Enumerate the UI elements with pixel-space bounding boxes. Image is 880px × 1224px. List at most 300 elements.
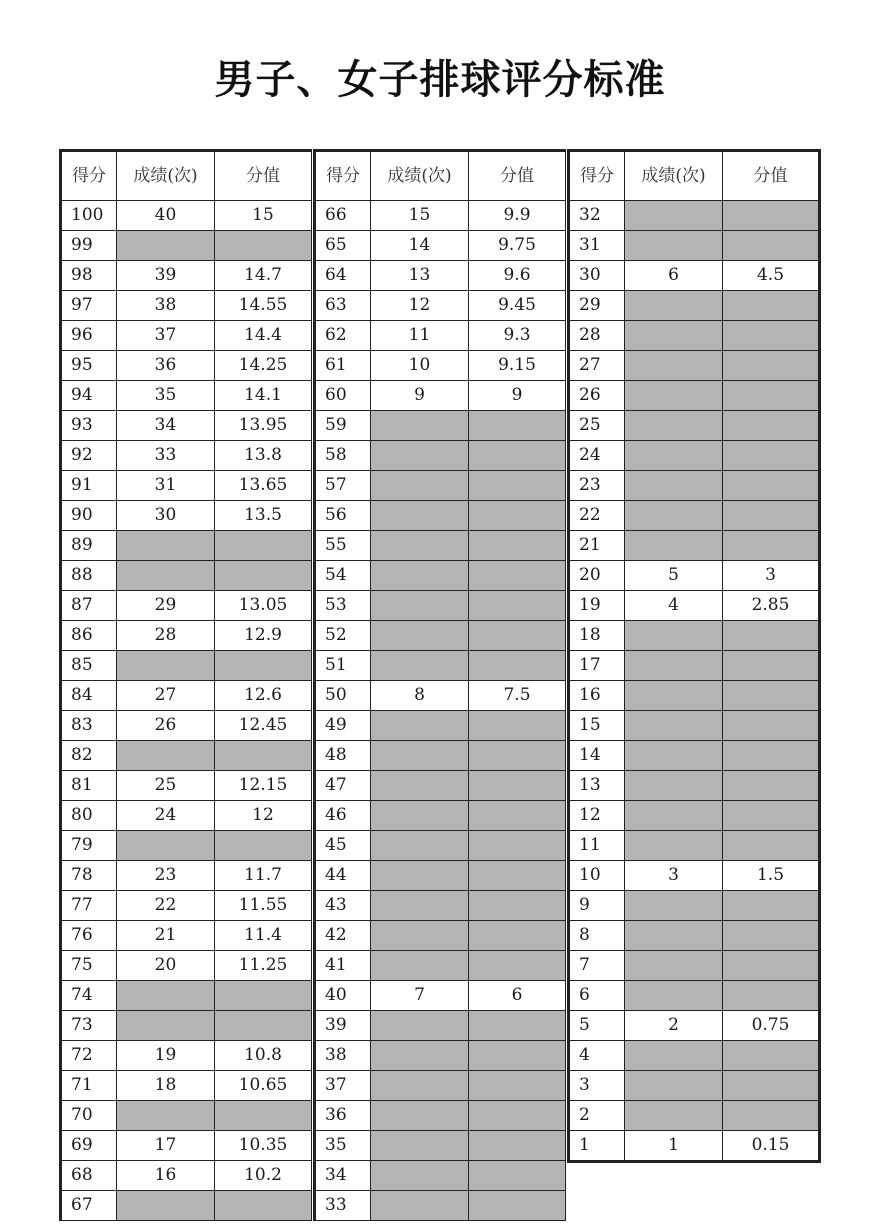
value-cell: 14.7 <box>215 261 312 291</box>
result-cell <box>371 801 469 831</box>
result-cell <box>117 981 215 1011</box>
table-row <box>569 711 820 741</box>
value-cell <box>215 831 312 861</box>
table-row <box>61 591 312 621</box>
table-row <box>61 231 312 261</box>
table-row <box>315 471 566 501</box>
score-cell: 26 <box>569 381 625 411</box>
result-cell: 12 <box>371 291 469 321</box>
score-cell: 100 <box>61 201 117 231</box>
score-cell: 1 <box>569 1131 625 1162</box>
table-row <box>315 1161 566 1191</box>
score-cell: 24 <box>569 441 625 471</box>
table-row <box>569 1131 820 1162</box>
value-cell <box>469 891 566 921</box>
value-cell <box>723 1101 820 1131</box>
score-cell: 29 <box>569 291 625 321</box>
value-cell <box>723 981 820 1011</box>
table-row <box>61 741 312 771</box>
value-cell <box>723 381 820 411</box>
result-cell <box>625 471 723 501</box>
score-cell: 97 <box>61 291 117 321</box>
score-cell: 66 <box>315 201 371 231</box>
value-cell <box>723 441 820 471</box>
table-row <box>569 441 820 471</box>
result-cell: 11 <box>371 321 469 351</box>
result-cell: 21 <box>117 921 215 951</box>
result-cell <box>371 651 469 681</box>
score-cell: 83 <box>61 711 117 741</box>
result-cell: 23 <box>117 861 215 891</box>
value-cell <box>723 1071 820 1101</box>
value-cell: 9.45 <box>469 291 566 321</box>
score-cell: 56 <box>315 501 371 531</box>
table-row <box>569 1071 820 1101</box>
score-cell: 73 <box>61 1011 117 1041</box>
score-cell: 38 <box>315 1041 371 1071</box>
table-row <box>315 261 566 291</box>
value-cell <box>215 561 312 591</box>
table-row <box>315 1041 566 1071</box>
score-cell: 50 <box>315 681 371 711</box>
score-cell: 17 <box>569 651 625 681</box>
score-cell: 87 <box>61 591 117 621</box>
result-cell <box>371 711 469 741</box>
table-row <box>61 531 312 561</box>
score-cell: 90 <box>61 501 117 531</box>
score-cell: 48 <box>315 741 371 771</box>
table-row <box>61 411 312 441</box>
score-cell: 46 <box>315 801 371 831</box>
score-cell: 78 <box>61 861 117 891</box>
table-row <box>569 261 820 291</box>
value-cell: 0.75 <box>723 1011 820 1041</box>
value-cell: 0.15 <box>723 1131 820 1162</box>
table-row <box>61 201 312 231</box>
score-cell: 72 <box>61 1041 117 1071</box>
score-cell: 14 <box>569 741 625 771</box>
value-cell <box>723 741 820 771</box>
value-cell: 9.15 <box>469 351 566 381</box>
value-cell <box>723 921 820 951</box>
value-cell: 2.85 <box>723 591 820 621</box>
value-cell <box>723 471 820 501</box>
table-row <box>315 591 566 621</box>
result-cell: 35 <box>117 381 215 411</box>
result-cell: 8 <box>371 681 469 711</box>
score-cell: 21 <box>569 531 625 561</box>
value-cell <box>723 1041 820 1071</box>
score-cell: 82 <box>61 741 117 771</box>
score-cell: 94 <box>61 381 117 411</box>
score-cell: 61 <box>315 351 371 381</box>
result-cell: 27 <box>117 681 215 711</box>
result-cell <box>117 741 215 771</box>
result-cell <box>371 831 469 861</box>
table-row <box>61 831 312 861</box>
score-cell: 33 <box>315 1191 371 1221</box>
score-cell: 57 <box>315 471 371 501</box>
score-cell: 53 <box>315 591 371 621</box>
score-cell: 63 <box>315 291 371 321</box>
result-cell: 25 <box>117 771 215 801</box>
table-row <box>315 501 566 531</box>
result-cell <box>371 1101 469 1131</box>
result-cell <box>625 1101 723 1131</box>
score-cell: 67 <box>61 1191 117 1221</box>
result-cell: 17 <box>117 1131 215 1161</box>
result-cell <box>371 621 469 651</box>
table-row <box>61 891 312 921</box>
value-cell <box>723 351 820 381</box>
table-row <box>61 321 312 351</box>
value-cell: 11.4 <box>215 921 312 951</box>
table-row <box>61 921 312 951</box>
table-row <box>569 591 820 621</box>
table-row <box>315 201 566 231</box>
result-cell: 13 <box>371 261 469 291</box>
table-row <box>315 711 566 741</box>
value-cell <box>723 231 820 261</box>
table-row <box>569 681 820 711</box>
result-cell <box>625 321 723 351</box>
result-cell: 37 <box>117 321 215 351</box>
score-cell: 89 <box>61 531 117 561</box>
header-score: 得分 <box>569 151 625 201</box>
value-cell: 9 <box>469 381 566 411</box>
result-cell <box>371 1041 469 1071</box>
score-cell: 49 <box>315 711 371 741</box>
value-cell <box>723 951 820 981</box>
table-row <box>61 501 312 531</box>
value-cell <box>469 651 566 681</box>
value-cell <box>469 801 566 831</box>
value-cell: 12.6 <box>215 681 312 711</box>
score-cell: 37 <box>315 1071 371 1101</box>
result-cell <box>371 591 469 621</box>
value-cell: 13.8 <box>215 441 312 471</box>
table-row <box>569 561 820 591</box>
result-cell: 5 <box>625 561 723 591</box>
result-cell: 36 <box>117 351 215 381</box>
score-cell: 25 <box>569 411 625 441</box>
result-cell: 39 <box>117 261 215 291</box>
table-row <box>61 1041 312 1071</box>
score-cell: 3 <box>569 1071 625 1101</box>
value-cell <box>723 621 820 651</box>
score-cell: 96 <box>61 321 117 351</box>
table-row <box>315 321 566 351</box>
table-row <box>315 981 566 1011</box>
score-cell: 41 <box>315 951 371 981</box>
result-cell: 15 <box>371 201 469 231</box>
value-cell <box>469 471 566 501</box>
score-cell: 59 <box>315 411 371 441</box>
result-cell: 24 <box>117 801 215 831</box>
score-cell: 4 <box>569 1041 625 1071</box>
value-cell <box>723 711 820 741</box>
value-cell: 14.55 <box>215 291 312 321</box>
value-cell <box>469 1011 566 1041</box>
score-cell: 91 <box>61 471 117 501</box>
score-cell: 74 <box>61 981 117 1011</box>
table-row <box>61 801 312 831</box>
score-cell: 86 <box>61 621 117 651</box>
result-cell <box>625 921 723 951</box>
score-cell: 8 <box>569 921 625 951</box>
table-row <box>569 291 820 321</box>
table-row <box>569 741 820 771</box>
score-cell: 5 <box>569 1011 625 1041</box>
table-row <box>569 321 820 351</box>
value-cell: 11.25 <box>215 951 312 981</box>
result-cell <box>625 1041 723 1071</box>
score-cell: 85 <box>61 651 117 681</box>
result-cell <box>371 1191 469 1221</box>
value-cell <box>469 441 566 471</box>
table-row <box>315 1071 566 1101</box>
result-cell: 14 <box>371 231 469 261</box>
value-cell: 12.15 <box>215 771 312 801</box>
result-cell: 6 <box>625 261 723 291</box>
score-cell: 31 <box>569 231 625 261</box>
table-row <box>315 621 566 651</box>
table-row <box>61 681 312 711</box>
table-row <box>569 771 820 801</box>
value-cell <box>215 651 312 681</box>
result-cell: 22 <box>117 891 215 921</box>
value-cell <box>723 321 820 351</box>
table-row <box>61 561 312 591</box>
score-cell: 95 <box>61 351 117 381</box>
table-row <box>315 1191 566 1221</box>
table-row <box>569 651 820 681</box>
value-cell <box>723 771 820 801</box>
value-cell <box>215 231 312 261</box>
score-cell: 15 <box>569 711 625 741</box>
score-cell: 18 <box>569 621 625 651</box>
value-cell: 9.9 <box>469 201 566 231</box>
table-row <box>61 1191 312 1221</box>
result-cell <box>625 291 723 321</box>
value-cell <box>723 681 820 711</box>
value-cell <box>723 201 820 231</box>
score-cell: 23 <box>569 471 625 501</box>
score-table-2 <box>313 149 566 1221</box>
value-cell <box>469 771 566 801</box>
value-cell: 12.9 <box>215 621 312 651</box>
score-cell: 34 <box>315 1161 371 1191</box>
table-row <box>569 951 820 981</box>
result-cell <box>117 651 215 681</box>
table-row <box>569 981 820 1011</box>
table-row <box>569 531 820 561</box>
header-value: 分值 <box>215 151 312 201</box>
score-table-3 <box>567 149 821 1163</box>
header-result: 成绩(次) <box>371 151 469 201</box>
value-cell <box>215 981 312 1011</box>
value-cell: 11.7 <box>215 861 312 891</box>
result-cell: 34 <box>117 411 215 441</box>
value-cell: 10.35 <box>215 1131 312 1161</box>
score-cell: 42 <box>315 921 371 951</box>
score-cell: 47 <box>315 771 371 801</box>
table-row <box>61 291 312 321</box>
score-cell: 27 <box>569 351 625 381</box>
header-score: 得分 <box>61 151 117 201</box>
table-row <box>569 351 820 381</box>
table-row <box>569 921 820 951</box>
value-cell <box>469 951 566 981</box>
table-row <box>315 231 566 261</box>
result-cell <box>117 561 215 591</box>
result-cell: 18 <box>117 1071 215 1101</box>
result-cell <box>625 681 723 711</box>
result-cell <box>371 1011 469 1041</box>
result-cell: 26 <box>117 711 215 741</box>
score-cell: 39 <box>315 1011 371 1041</box>
value-cell <box>723 831 820 861</box>
value-cell <box>215 531 312 561</box>
result-cell <box>625 741 723 771</box>
result-cell: 19 <box>117 1041 215 1071</box>
table-row <box>315 891 566 921</box>
header-value: 分值 <box>723 151 820 201</box>
score-table-1 <box>59 149 312 1221</box>
result-cell <box>371 441 469 471</box>
table-row <box>315 1131 566 1161</box>
score-cell: 22 <box>569 501 625 531</box>
result-cell <box>625 981 723 1011</box>
result-cell <box>625 891 723 921</box>
table-row <box>61 981 312 1011</box>
table-row <box>315 681 566 711</box>
score-cell: 70 <box>61 1101 117 1131</box>
score-cell: 65 <box>315 231 371 261</box>
result-cell: 2 <box>625 1011 723 1041</box>
table-row <box>61 1071 312 1101</box>
result-cell: 4 <box>625 591 723 621</box>
table-row <box>315 651 566 681</box>
score-cell: 60 <box>315 381 371 411</box>
table-header-row <box>315 151 566 201</box>
result-cell: 10 <box>371 351 469 381</box>
value-cell <box>469 531 566 561</box>
result-cell: 28 <box>117 621 215 651</box>
value-cell <box>469 741 566 771</box>
table-row <box>315 921 566 951</box>
value-cell: 10.2 <box>215 1161 312 1191</box>
table-row <box>61 1131 312 1161</box>
result-cell <box>371 561 469 591</box>
value-cell: 14.25 <box>215 351 312 381</box>
table-row <box>315 441 566 471</box>
value-cell <box>469 831 566 861</box>
score-cell: 35 <box>315 1131 371 1161</box>
value-cell: 4.5 <box>723 261 820 291</box>
value-cell <box>723 651 820 681</box>
result-cell: 29 <box>117 591 215 621</box>
result-cell <box>371 891 469 921</box>
value-cell <box>723 891 820 921</box>
table-row <box>569 1011 820 1041</box>
table-row <box>315 831 566 861</box>
score-cell: 51 <box>315 651 371 681</box>
value-cell <box>215 1101 312 1131</box>
value-cell <box>469 501 566 531</box>
value-cell: 12.45 <box>215 711 312 741</box>
result-cell: 7 <box>371 981 469 1011</box>
result-cell <box>117 1191 215 1221</box>
score-cell: 11 <box>569 831 625 861</box>
score-cell: 76 <box>61 921 117 951</box>
result-cell <box>371 471 469 501</box>
table-row <box>569 231 820 261</box>
value-cell <box>469 561 566 591</box>
table-row <box>61 711 312 741</box>
value-cell: 11.55 <box>215 891 312 921</box>
score-cell: 62 <box>315 321 371 351</box>
score-cell: 80 <box>61 801 117 831</box>
table-row <box>315 381 566 411</box>
score-cell: 9 <box>569 891 625 921</box>
score-cell: 68 <box>61 1161 117 1191</box>
score-cell: 79 <box>61 831 117 861</box>
result-cell <box>625 351 723 381</box>
value-cell: 15 <box>215 201 312 231</box>
value-cell <box>469 1191 566 1221</box>
result-cell <box>371 771 469 801</box>
score-cell: 84 <box>61 681 117 711</box>
result-cell <box>625 201 723 231</box>
score-cell: 19 <box>569 591 625 621</box>
value-cell <box>469 1071 566 1101</box>
result-cell <box>371 411 469 441</box>
value-cell: 13.5 <box>215 501 312 531</box>
table-row <box>315 351 566 381</box>
result-cell <box>371 1131 469 1161</box>
table-row <box>315 411 566 441</box>
table-row <box>61 1161 312 1191</box>
score-cell: 10 <box>569 861 625 891</box>
score-cell: 36 <box>315 1101 371 1131</box>
table-row <box>61 861 312 891</box>
score-cell: 81 <box>61 771 117 801</box>
result-cell <box>625 381 723 411</box>
value-cell <box>469 1101 566 1131</box>
result-cell <box>371 951 469 981</box>
score-cell: 98 <box>61 261 117 291</box>
table-row <box>315 561 566 591</box>
table-row <box>315 1101 566 1131</box>
result-cell <box>625 651 723 681</box>
score-cell: 64 <box>315 261 371 291</box>
result-cell <box>625 951 723 981</box>
value-cell <box>469 1131 566 1161</box>
value-cell <box>469 621 566 651</box>
result-cell: 40 <box>117 201 215 231</box>
header-value: 分值 <box>469 151 566 201</box>
result-cell: 33 <box>117 441 215 471</box>
score-cell: 93 <box>61 411 117 441</box>
table-row <box>569 201 820 231</box>
value-cell <box>469 411 566 441</box>
score-cell: 99 <box>61 231 117 261</box>
header-score: 得分 <box>315 151 371 201</box>
table-row <box>61 471 312 501</box>
score-cell: 52 <box>315 621 371 651</box>
value-cell: 6 <box>469 981 566 1011</box>
